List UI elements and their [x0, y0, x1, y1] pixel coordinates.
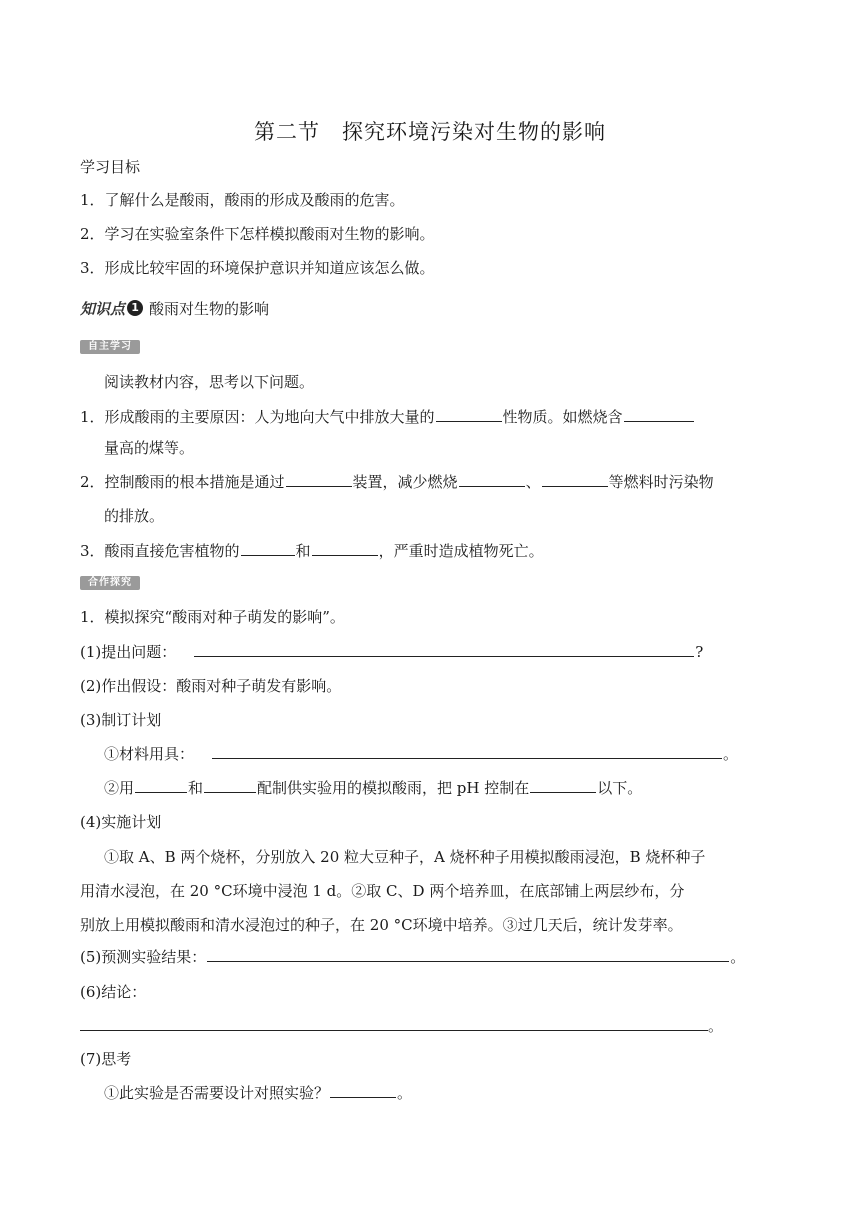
self-study-tag: 自主学习 — [80, 340, 140, 354]
objective-item-1: 1．了解什么是酸雨，酸雨的形成及酸雨的危害。 — [80, 191, 405, 209]
question-2-cont: 的排放。 — [104, 507, 165, 525]
answer-blank[interactable] — [212, 743, 722, 759]
answer-blank[interactable] — [436, 406, 502, 422]
answer-blank[interactable] — [286, 471, 352, 487]
answer-blank[interactable] — [194, 641, 694, 657]
knowledge-point-heading — [80, 296, 269, 320]
section-number: 第二节 — [254, 120, 320, 144]
step-5: (5)预测实验结果： 。 — [80, 948, 746, 966]
objectives-heading: 学习目标 — [80, 158, 141, 176]
answer-blank[interactable] — [330, 1082, 396, 1098]
answer-blank[interactable] — [241, 540, 295, 556]
question-2: 2．控制酸雨的根本措施是通过 装置，减少燃烧 、 等燃料时污染物 — [80, 473, 714, 491]
conclusion-answer-line[interactable] — [80, 1030, 708, 1031]
question-1-cont: 量高的煤等。 — [104, 439, 195, 457]
step-4-line-3: 别放上用模拟酸雨和清水浸泡过的种子，在 20 °C环境中培养。③过几天后，统计发芽率。 — [80, 916, 683, 934]
knowledge-point-title: 酸雨对生物的影响 — [149, 299, 270, 318]
answer-blank[interactable] — [207, 946, 729, 962]
answer-blank[interactable] — [542, 471, 608, 487]
knowledge-point-number-icon: 1 — [127, 300, 143, 316]
question-1: 1．形成酸雨的主要原因：人为地向大气中排放大量的 性物质。如燃烧含 — [80, 406, 790, 428]
step-6: (6)结论： — [80, 983, 147, 1001]
cooperation-tag: 合作探究 — [80, 576, 140, 590]
step-3-materials: ①材料用具： 。 — [104, 745, 739, 763]
answer-blank[interactable] — [624, 406, 694, 422]
step-4-line-2: 用清水浸泡，在 20 °C环境中浸泡 1 d。②取 C、D 两个培养皿，在底部铺上两层纱布，分 — [80, 882, 685, 900]
step-2: (2)作出假设：酸雨对种子萌发有影响。 — [80, 677, 342, 695]
step-3: (3)制订计划 — [80, 711, 162, 729]
answer-blank[interactable] — [312, 540, 378, 556]
answer-blank[interactable] — [459, 471, 525, 487]
step-6-end: 。 — [708, 1017, 724, 1035]
step-4: (4)实施计划 — [80, 813, 162, 831]
explore-heading: 1．模拟探究“酸雨对种子萌发的影响”。 — [80, 608, 345, 626]
objective-item-2: 2．学习在实验室条件下怎样模拟酸雨对生物的影响。 — [80, 225, 435, 243]
step-7: (7)思考 — [80, 1050, 132, 1068]
objective-item-3: 3．形成比较牢固的环境保护意识并知道应该怎么做。 — [80, 259, 435, 277]
answer-blank[interactable] — [530, 777, 596, 793]
answer-blank[interactable] — [204, 777, 256, 793]
step-4-line-1: ①取 A、B 两个烧杯，分别放入 20 粒大豆种子，A 烧杯种子用模拟酸雨浸泡，B 烧杯种子 — [104, 848, 706, 866]
step-1: (1)提出问题： ? — [80, 643, 704, 661]
step-3-preparation: ②用 和 配制供实验用的模拟酸雨，把 pH 控制在 以下。 — [104, 779, 643, 797]
self-study-intro: 阅读教材内容，思考以下问题。 — [104, 373, 315, 391]
section-title: 探究环境污染对生物的影响 — [342, 120, 606, 144]
page-title — [0, 116, 860, 146]
question-3: 3．酸雨直接危害植物的 和 ，严重时造成植物死亡。 — [80, 542, 544, 560]
knowledge-point-badge: 知识点 — [80, 299, 126, 318]
step-7-question: ①此实验是否需要设计对照实验？ 。 — [104, 1084, 413, 1102]
answer-blank[interactable] — [135, 777, 187, 793]
